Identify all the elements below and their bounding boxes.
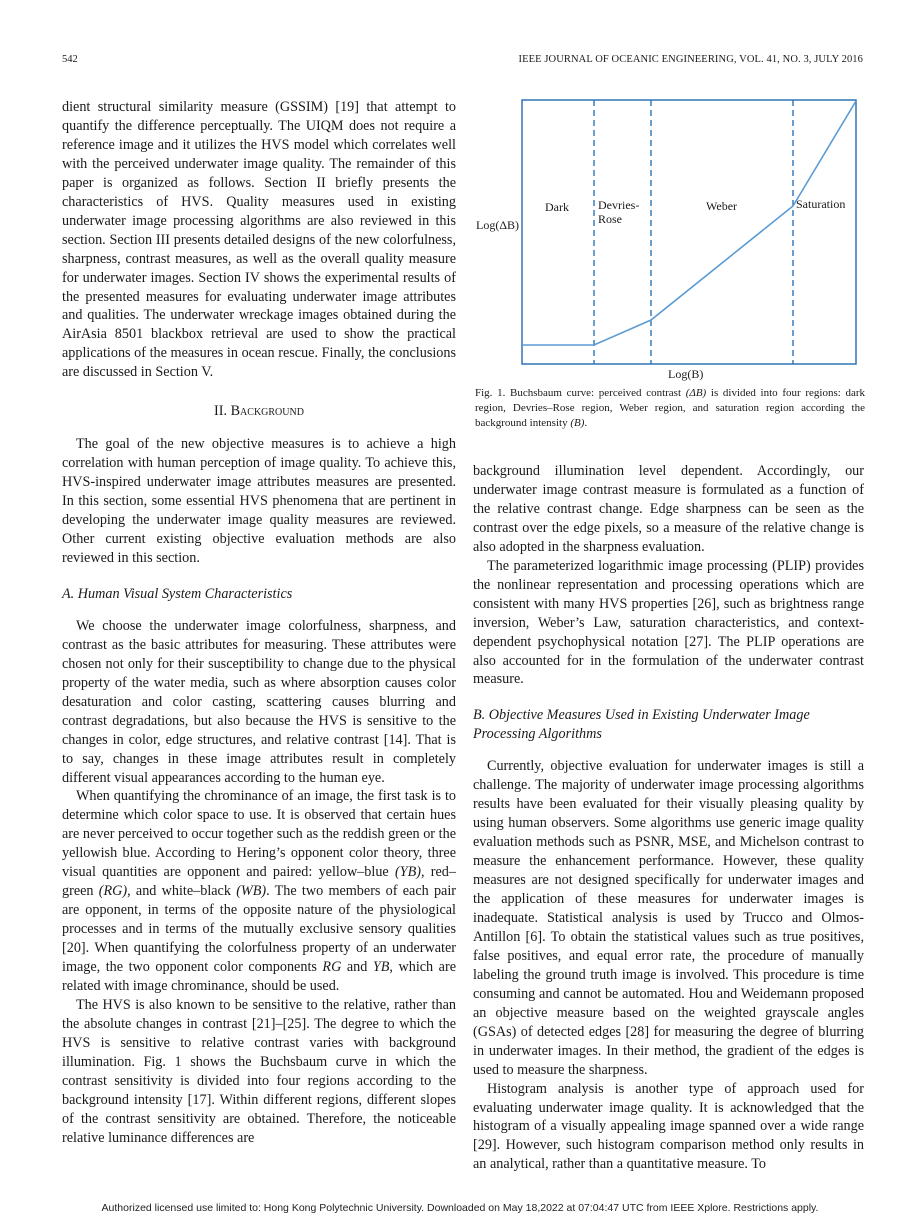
math-rg: RG [322, 959, 342, 976]
paragraph-r1: background illumination level dependent. Accordingly, our underwater image contrast measure is formulated as a function of the relative contrast change. Edge sharpness can be seen as the contrast over the edge pixels, so a measure of the relative change is also adopted in the sharpness evaluation. [473, 463, 864, 555]
paragraph-b1: Currently, objective evaluation for underwater images is still a challenge. The majority of underwater image processing algorithms results have been evaluated for their visually pleasing quality by using human observers. Some algorithms use generic image quality evaluation methods such as PSNR, MSE, and Michelson contrast to measure the enhancement performance. However, these quality measures are not designed specifically for underwater images and the application of these measures for underwater images is inadequate. Statistical analysis is used by Trucco and Olmos-Antillon [6]. To obtain the statistical values such as true positives, false positives, and equal error rate, the procedure of manually labeling the ground truth image is involved. This procedure is time consuming and cannot be automated. Hou and Weidemann proposed an objective measure based on the weighted grayscale angles (GSAs) of detected edges [28] for measuring the degree of blurring in underwater images. In their method, the gradient of the edges is used to measure the sharpness. [473, 758, 864, 1078]
left-column [62, 98, 456, 1148]
right-column [473, 462, 864, 1174]
paragraph-a1: We choose the underwater image colorfulness, sharpness, and contrast as the basic attributes for measuring. These attributes were chosen not only for their susceptibility to change due to the physical property of the water media, such as where absorption causes color desaturation and color casting, scattering causes blurring and contrast degradations, but also because the HVS is sensitive to the changes in color, edge structures, and relative contrast [14]. That is to say, changes in these image attributes result in completely different visual appearances according to the human eye. [62, 617, 456, 786]
region-label-rose: Rose [598, 212, 622, 226]
math-yb: (YB) [394, 864, 421, 881]
math-delta-b: (ΔB) [685, 387, 707, 399]
page-number: 542 [62, 54, 78, 65]
figure-caption [475, 386, 865, 431]
region-label-devries: Devries- [598, 198, 640, 212]
section-heading [62, 402, 456, 421]
paragraph-b2: Histogram analysis is another type of approach used for evaluating underwater image quality. It is acknowledged that the histogram of a visually appealing image spanned over a wide range [29]. However, such histogram comparison method only results in an analytical, rather than a quantitative measure. To [473, 1080, 864, 1173]
math-b: (B) [570, 417, 585, 429]
paragraph-r2: The parameterized logarithmic image processing (PLIP) provides the nonlinear representation and processing operations which are consistent with many HVS properties [26], such as brightness range inversion, Weber’s Law, saturation characteristics, and context-dependent psychophysical notation [27]. The PLIP operations are also accounted for in the formulation of the underwater contrast measure. [473, 557, 864, 688]
paragraph-a3: The HVS is also known to be sensitive to the relative, rather than the absolute changes in contrast [21]–[25]. The degree to which the HVS is sensitive to relative contrast varies with background illumination. Fig. 1 shows the Buchsbaum curve in which the contrast sensitivity is divided into four regions according to the background intensity [17]. Within different regions, different slopes of the contrast sensitivity are obtained. Therefore, the noticeable relative luminance differences are [62, 996, 456, 1146]
x-axis-label: Log(B) [668, 367, 704, 381]
section-title: Background [230, 403, 304, 420]
text-run: . The two members of each pair are opponent, in terms of the opposite nature of the physiological processes and in terms of the mutually exclusive sensory qualities [20]. When quantifying the colorfulness property of an underwater image, the two opponent color components [62, 883, 456, 976]
math-yb: YB [372, 959, 390, 976]
math-rg: (RG) [98, 883, 128, 900]
section-number: II. [214, 403, 231, 420]
license-footer: Authorized licensed use limited to: Hong Kong Polytechnic University. Downloaded on May 18,2022 at 07:04:47 UTC from IEEE Xplore. Restrictions apply. [101, 1202, 819, 1214]
caption-text: . [584, 417, 588, 429]
text-run: , red–green [62, 864, 456, 900]
region-label-saturation: Saturation [796, 197, 846, 211]
plot-frame [522, 100, 856, 364]
text-run: When quantifying the chrominance of an image, the first task is to determine which color space to use. It is observed that certain hues are never perceived to occur together such as the reddish green or the yellowish blue. According to Hering’s opponent color theory, three visual quantities are opponent and paired: yellow–blue [62, 788, 456, 881]
background-paragraph: The goal of the new objective measures is to achieve a high correlation with human perception of image quality. To achieve this, HVS-inspired underwater image attributes measures are presented. In this section, some essential HVS phenomena that are pertinent in developing the underwater image quality measures are reviewed. Other current existing objective evaluation methods are also reviewed in this section. [62, 436, 456, 566]
y-axis-label: Log(ΔB) [476, 218, 520, 232]
subsection-a-heading: A. Human Visual System Characteristics [62, 585, 293, 602]
buchsbaum-curve-line [522, 101, 856, 345]
caption-text: Fig. 1. Buchsbaum curve: perceived contrast [475, 387, 686, 399]
buchsbaum-curve-figure [475, 98, 865, 388]
subsection-b-heading: B. Objective Measures Used in Existing Underwater Image Processing Algorithms [473, 707, 810, 743]
paragraph-a2 [62, 787, 456, 995]
text-run: , and white–black [127, 883, 237, 900]
journal-header: IEEE JOURNAL OF OCEANIC ENGINEERING, VOL. 41, NO. 3, JULY 2016 [518, 54, 863, 65]
intro-paragraph: dient structural similarity measure (GSSIM) [19] that attempt to quantify the difference perceptually. The UIQM does not require a reference image and it utilizes the HVS model which correlates well with the perceived underwater image quality. The remainder of this paper is organized as follows. Section II briefly presents the characteristics of HVS. Quality measures used in existing underwater image processing algorithms are also reviewed in this section. Section III presents detailed designs of the new colorfulness, sharpness, contrast measures, as well as the overall quality measure for underwater images. Section IV shows the experimental results of the presented measures for evaluating underwater image attributes and qualities. The underwater wreckage images obtained during the AirAsia 8501 blackbox retrieval are used to show the practical applications of the measures in ocean rescue. Finally, the conclusions are discussed in Section V. [62, 99, 456, 381]
region-label-weber: Weber [706, 199, 738, 213]
math-wb: (WB) [236, 883, 267, 900]
text-run: and [341, 959, 373, 976]
region-label-dark: Dark [545, 200, 569, 214]
text-run: , which are related with image chrominance, should be used. [62, 959, 456, 994]
caption-text: is divided into four regions: dark region, Devries–Rose region, Weber region, and saturation region according the background intensity [475, 387, 865, 429]
